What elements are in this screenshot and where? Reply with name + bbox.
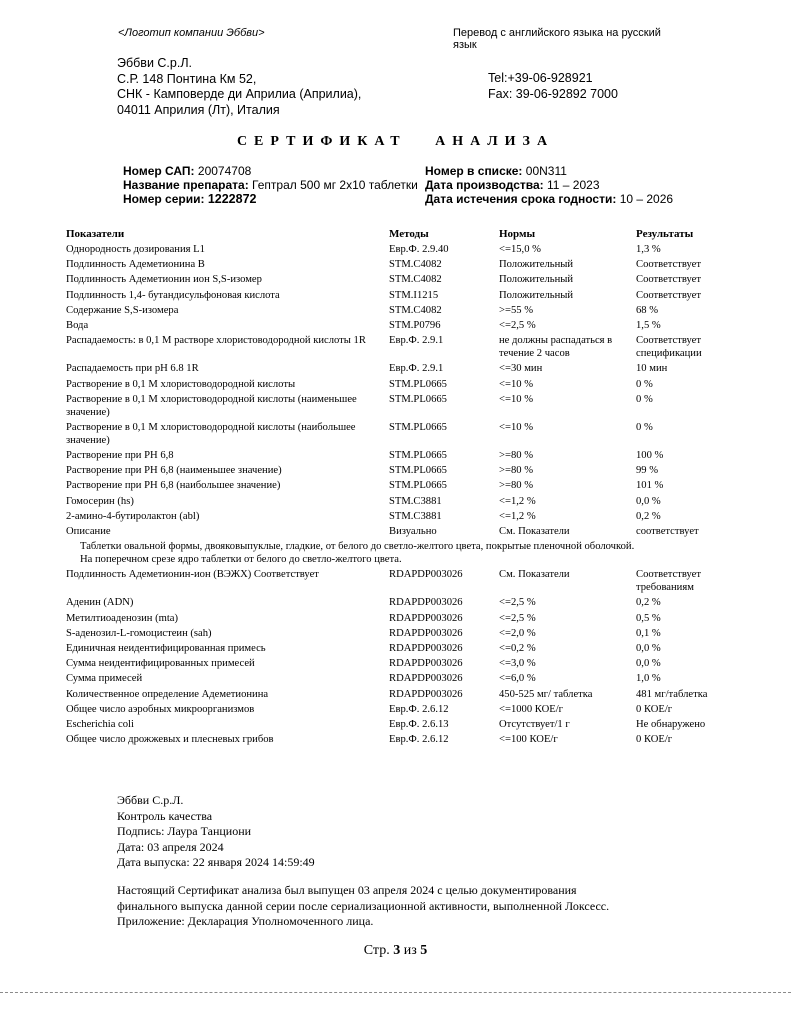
table-row — [66, 733, 736, 748]
product-label: Название препарата: — [123, 178, 249, 192]
batch-value: 1222872 — [207, 192, 257, 206]
table-header-row — [66, 228, 736, 243]
cell-method: STM.PL0665 — [389, 465, 447, 477]
list-value: 00N311 — [525, 164, 567, 178]
cell-result: 0 КОЕ/г — [636, 734, 673, 746]
cell-result: 10 мин — [636, 363, 668, 375]
table-row — [66, 672, 736, 687]
cell-norm: <=2,5 % — [499, 612, 536, 624]
cell-norm: <=2,0 % — [499, 627, 536, 639]
cell-norm: <=2,5 % — [499, 319, 536, 331]
batch-number — [123, 192, 418, 206]
description-body — [66, 540, 736, 568]
cell-result: 99 % — [636, 465, 659, 477]
cell-method: Евр.Ф. 2.9.1 — [389, 335, 444, 347]
cell-method: STM.I1215 — [389, 289, 439, 301]
cell-result: Не обнаружено — [636, 718, 706, 730]
cell-norm: Положительный — [499, 289, 574, 301]
cell-method: STM.C4082 — [389, 274, 442, 286]
cell-norm: 450-525 мг/ таблетка — [499, 688, 593, 700]
results-table — [66, 228, 736, 748]
table-row — [66, 642, 736, 657]
product-meta-left — [123, 164, 418, 206]
translation-note: Перевод с английского языка на русский язык — [453, 27, 661, 51]
cell-result: Соответствует — [636, 259, 702, 271]
cell-method: STM.C4082 — [389, 259, 442, 271]
cell-method: RDAPDP003026 — [389, 673, 463, 685]
cell-result: 481 мг/таблетка — [636, 688, 708, 700]
table-row — [66, 627, 736, 642]
cell-method: Евр.Ф. 2.6.12 — [389, 703, 449, 715]
address-line: С.Р. 148 Понтина Км 52, — [117, 71, 257, 86]
cell-norm: Отсутствует/1 г — [499, 718, 570, 730]
cell-result: 0,1 % — [636, 627, 661, 639]
cell-parameter: Растворение при РН 6,8 (наибольшее значение) — [66, 480, 281, 492]
cell-parameter: Общее число аэробных микроорганизмов — [66, 703, 255, 715]
table-row — [66, 568, 736, 596]
certificate-title: СЕРТИФИКАТ АНАЛИЗА — [236, 134, 555, 149]
company-contacts — [488, 71, 618, 102]
cell-parameter: Количественное определение Адеметионина — [66, 688, 269, 700]
cell-method: RDAPDP003026 — [389, 642, 463, 654]
column-header-result: Результаты — [636, 228, 694, 240]
sap-value: 20074708 — [197, 164, 252, 178]
company-tel: Tel:+39-06-928921 — [488, 71, 593, 85]
product-name — [123, 178, 418, 192]
cell-method: STM.PL0665 — [389, 480, 447, 492]
cell-norm: <=10 % — [499, 378, 534, 390]
cell-result: 0,0 % — [636, 495, 661, 507]
cell-result: Соответствует требованиям — [636, 569, 702, 594]
cell-norm: <=0,2 % — [499, 642, 536, 654]
cell-parameter: Растворение в 0,1 М хлористоводородной кислоты — [66, 378, 296, 390]
address-line: 04011 Априлия (Лт), Италия — [117, 102, 280, 117]
cell-norm: >=80 % — [499, 465, 534, 477]
cell-norm: <=10 % — [499, 393, 534, 405]
cell-result: 0 % — [636, 393, 653, 405]
cell-parameter: 2-амино-4-бутиролактон (abl) — [66, 510, 200, 522]
cell-method: Евр.Ф. 2.9.1 — [389, 363, 444, 375]
cell-method: Евр.Ф. 2.6.12 — [389, 734, 449, 746]
product-meta-right — [425, 164, 673, 206]
table-row — [66, 273, 736, 288]
cell-method: STM.C3881 — [389, 495, 442, 507]
sap-number — [123, 164, 418, 178]
table-row — [66, 421, 736, 449]
cell-parameter: Подлинность Адеметионин-ион (ВЭЖХ) Соответствует — [66, 569, 319, 581]
cell-norm: >=55 % — [499, 304, 534, 316]
cell-result: 0,2 % — [636, 597, 661, 609]
cell-parameter: Содержание S,S-изомера — [66, 304, 179, 316]
cell-norm: >=80 % — [499, 450, 534, 462]
results-body-1 — [66, 243, 736, 540]
company-logo-placeholder: <Логотип компании Эббви> — [118, 27, 265, 39]
table-row — [66, 289, 736, 304]
cell-result: 0,2 % — [636, 510, 661, 522]
cell-parameter: Вода — [66, 319, 89, 331]
cell-parameter: Единичная неидентифицированная примесь — [66, 642, 266, 654]
cell-result: 1,3 % — [636, 244, 661, 255]
cell-norm: >=80 % — [499, 480, 534, 492]
cell-result: соответствует — [636, 526, 699, 537]
cell-result: 1,0 % — [636, 673, 661, 685]
cell-parameter: Подлинность Адеметионина В — [66, 259, 205, 271]
column-header-norm: Нормы — [499, 228, 536, 240]
cell-norm: <=1000 КОЕ/г — [499, 703, 563, 715]
cell-norm: <=10 % — [499, 421, 534, 433]
mfg-label: Дата производства: — [425, 178, 544, 192]
table-row — [66, 378, 736, 393]
cell-result: 68 % — [636, 304, 659, 316]
mfg-value: 11 – 2023 — [547, 178, 600, 192]
cell-result: 101 % — [636, 480, 664, 492]
statement-line: Приложение: Декларация Уполномоченного лица. — [117, 914, 374, 928]
product-value: Гептрал 500 мг 2х10 таблетки — [252, 178, 418, 192]
cell-result: 0 КОЕ/г — [636, 703, 673, 715]
table-row — [66, 334, 736, 362]
cell-result: Соответствует — [636, 289, 702, 301]
page-number — [0, 943, 791, 959]
list-number — [425, 164, 673, 178]
cell-norm: Положительный — [499, 274, 574, 286]
cell-norm: <=6,0 % — [499, 673, 536, 685]
company-address — [117, 56, 361, 118]
cell-norm: <=1,2 % — [499, 495, 536, 507]
cell-parameter: Описание — [66, 526, 111, 537]
column-header-method: Методы — [389, 228, 429, 240]
cell-method: RDAPDP003026 — [389, 569, 463, 581]
exp-value: 10 – 2026 — [619, 192, 674, 206]
results-body-2 — [66, 568, 736, 748]
statement-line: финального выпуска данной серии после сериализационной активности, выполненной Локсесс. — [117, 898, 610, 913]
cell-method: RDAPDP003026 — [389, 612, 463, 624]
list-label: Номер в списке: — [425, 164, 523, 178]
signature-block — [117, 793, 315, 871]
signature-signed-by: Подпись: Лаура Танциони — [117, 824, 252, 838]
company-fax: Fax: 39-06-92892 7000 — [488, 86, 618, 101]
cell-result: 0,0 % — [636, 658, 661, 670]
cell-method: STM.PL0665 — [389, 378, 447, 390]
cell-parameter: Подлинность Адеметионин ион S,S-изомер — [66, 274, 262, 286]
table-row — [66, 718, 736, 733]
table-row — [66, 479, 736, 494]
cell-parameter: Метилтиоаденозин (mta) — [66, 612, 179, 624]
cell-parameter: Подлинность 1,4- бутандисульфоновая кислота — [66, 289, 280, 301]
cell-norm: Положительный — [499, 259, 574, 271]
cell-parameter: Сумма неидентифицированных примесей — [66, 658, 255, 670]
cell-result: Соответствует спецификации — [636, 335, 702, 360]
table-row — [66, 393, 736, 421]
page-current: 3 — [393, 943, 401, 958]
cell-parameter: Аденин (ADN) — [66, 597, 134, 609]
cell-method: STM.C4082 — [389, 304, 442, 316]
cell-method: Визуально — [389, 526, 437, 537]
batch-label: Номер серии: — [123, 192, 205, 206]
release-statement — [117, 883, 609, 930]
page-break-divider — [0, 992, 791, 993]
cell-norm: <=30 мин — [499, 363, 543, 375]
manufacture-date — [425, 178, 673, 192]
table-row — [66, 304, 736, 319]
table-row — [66, 362, 736, 377]
page-total: 5 — [420, 943, 428, 958]
cell-result: 0,5 % — [636, 612, 661, 624]
cell-norm: <=100 КОЕ/г — [499, 734, 558, 746]
table-row — [66, 319, 736, 334]
expiry-date — [425, 192, 673, 206]
cell-parameter: Растворение в 0,1 М хлористоводородной кислоты (наименьшее значение) — [66, 393, 357, 418]
cell-parameter: S-аденозил-L-гомоцистеин (sah) — [66, 627, 212, 639]
column-header-parameter: Показатели — [66, 228, 125, 240]
cell-result: 0,0 % — [636, 642, 661, 654]
cell-method: RDAPDP003026 — [389, 658, 463, 670]
cell-method: RDAPDP003026 — [389, 597, 463, 609]
table-row — [66, 612, 736, 627]
statement-line: Настоящий Сертификат анализа был выпущен 03 апреля 2024 с целью документирования — [117, 883, 577, 897]
cell-parameter: Сумма примесей — [66, 673, 143, 685]
signature-date: Дата: 03 апреля 2024 — [117, 839, 224, 854]
cell-result: 100 % — [636, 450, 664, 462]
cell-result: Соответствует — [636, 274, 702, 286]
cell-method: RDAPDP003026 — [389, 688, 463, 700]
sap-label: Номер САП: — [123, 164, 195, 178]
cell-method: STM.PL0665 — [389, 393, 447, 405]
cell-result: 1,5 % — [636, 319, 661, 331]
signature-release-date: Дата выпуска: 22 января 2024 14:59:49 — [117, 855, 315, 869]
cell-norm: <=2,5 % — [499, 597, 536, 609]
table-row — [66, 657, 736, 672]
cell-parameter: Escherichia coli — [66, 718, 134, 730]
cell-method: STM.P0796 — [389, 319, 441, 331]
description-row — [66, 540, 736, 568]
address-line: СНК - Камповерде ди Априлиа (Априлиа), — [117, 87, 362, 101]
table-row — [66, 525, 736, 540]
page-prefix: Стр. — [363, 943, 390, 958]
cell-norm: <=3,0 % — [499, 658, 536, 670]
table-row — [66, 596, 736, 611]
table-row — [66, 258, 736, 273]
cell-method: STM.PL0665 — [389, 421, 447, 433]
cell-norm: См. Показатели — [499, 526, 570, 537]
signature-company: Эббви С.р.Л. — [117, 793, 184, 807]
table-row — [66, 703, 736, 718]
cell-method: Евр.Ф. 2.6.13 — [389, 718, 449, 730]
exp-label: Дата истечения срока годности: — [425, 192, 617, 206]
table-row — [66, 243, 736, 258]
cell-parameter: Растворение при РН 6,8 (наименьшее значение) — [66, 465, 282, 477]
cell-parameter: Однородность дозирования L1 — [66, 244, 205, 255]
cell-method: STM.PL0665 — [389, 450, 447, 462]
description-text: Таблетки овальной формы, двояковыпуклые, гладкие, от белого до светло-желтого цвета, покрытые пленочной оболочкой. На поперечном срезе ядро таблетки от белого до светло-желтого цвета. — [80, 541, 635, 566]
cell-parameter: Растворение при РН 6,8 — [66, 450, 174, 462]
cell-norm: <=1,2 % — [499, 510, 536, 522]
cell-norm: не должны распадаться в течение 2 часов — [499, 335, 613, 360]
company-name: Эббви С.р.Л. — [117, 56, 192, 70]
page-separator: из — [403, 943, 417, 958]
table-row — [66, 688, 736, 703]
table-row — [66, 464, 736, 479]
table-row — [66, 510, 736, 525]
cell-parameter: Растворение в 0,1 М хлористоводородной кислоты (наибольшее значение) — [66, 421, 356, 446]
cell-norm: <=15,0 % — [499, 244, 541, 255]
cell-parameter: Распадаемость при pH 6.8 1R — [66, 363, 199, 375]
cell-parameter: Распадаемость: в 0,1 М растворе хлористоводородной кислоты 1R — [66, 335, 366, 347]
cell-parameter: Гомосерин (hs) — [66, 495, 134, 507]
table-row — [66, 495, 736, 510]
cell-result: 0 % — [636, 378, 653, 390]
signature-department: Контроль качества — [117, 808, 213, 823]
cell-method: Евр.Ф. 2.9.40 — [389, 244, 449, 255]
cell-result: 0 % — [636, 421, 653, 433]
cell-method: STM.C3881 — [389, 510, 442, 522]
table-row — [66, 449, 736, 464]
cell-norm: См. Показатели — [499, 569, 570, 581]
cell-method: RDAPDP003026 — [389, 627, 463, 639]
cell-parameter: Общее число дрожжевых и плесневых грибов — [66, 734, 274, 746]
